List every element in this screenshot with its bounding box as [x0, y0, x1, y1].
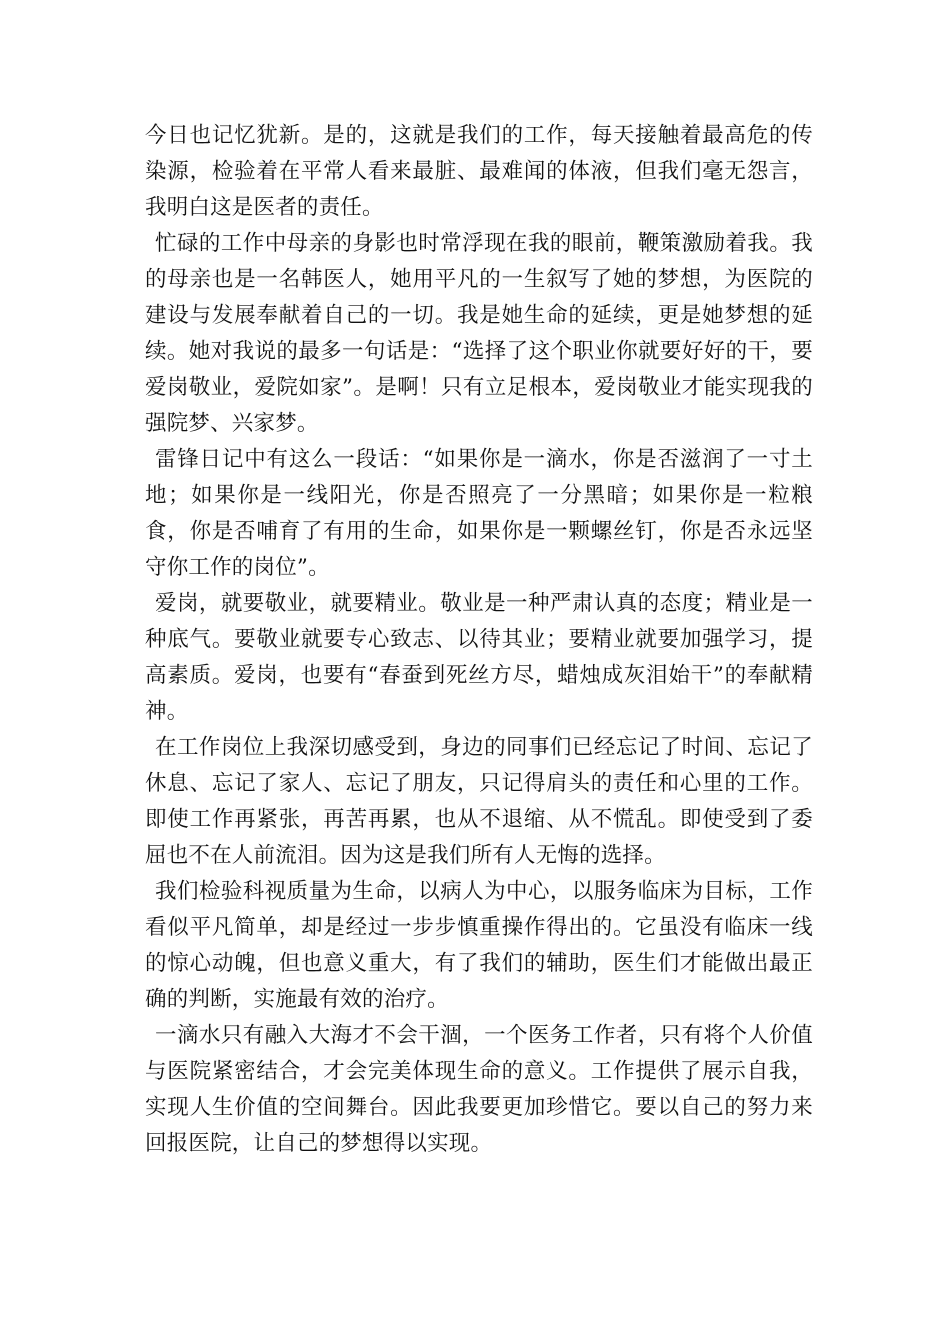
paragraph-continued: 今日也记忆犹新。是的，这就是我们的工作，每天接触着最高危的传染源，检验着在平常人看来最脏、最难闻的体液，但我们毫无怨言，我明白这是医者的责任。 [145, 123, 813, 220]
paragraph-lab: 我们检验科视质量为生命，以病人为中心，以服务临床为目标，工作看似平凡简单，却是经过一步步慎重操作得出的。它虽没有临床一线的惊心动魄，但也意义重大，有了我们的辅助，医生们才能做出最正确的判断，实施最有效的治疗。 [145, 879, 813, 1012]
paragraph-mother: 忙碌的工作中母亲的身影也时常浮现在我的眼前，鞭策激励着我。我的母亲也是一名韩医人，她用平凡的一生叙写了她的梦想，为医院的建设与发展奉献着自己的一切。我是她生命的延续，更是她梦想的延续。她对我说的最多一句话是：“选择了这个职业你就要好好的干，要爱岗敬业，爱院如家”。是啊！只有立足根本，爱岗敬业才能实现我的强院梦、兴家梦。 [145, 231, 813, 436]
paragraph-colleagues: 在工作岗位上我深切感受到，身边的同事们已经忘记了时间、忘记了休息、忘记了家人、忘记了朋友，只记得肩头的责任和心里的工作。即使工作再紧张，再苦再累，也从不退缩、从不慌乱。即使受到了委屈也不在人前流泪。因为这是我们所有人无悔的选择。 [145, 735, 813, 868]
document-body [145, 118, 813, 1162]
paragraph-leifeng: 雷锋日记中有这么一段话：“如果你是一滴水，你是否滋润了一寸土地；如果你是一线阳光，你是否照亮了一分黑暗；如果你是一粒粮食，你是否哺育了有用的生命，如果你是一颗螺丝钉，你是否永远坚守你工作的岗位”。 [145, 447, 813, 580]
paragraph-conclusion: 一滴水只有融入大海才不会干涸，一个医务工作者，只有将个人价值与医院紧密结合，才会完美体现生命的意义。工作提供了展示自我，实现人生价值的空间舞台。因此我要更加珍惜它。要以自己的努力来回报医院，让自己的梦想得以实现。 [145, 1023, 813, 1156]
paragraph-love-job: 爱岗，就要敬业，就要精业。敬业是一种严肃认真的态度；精业是一种底气。要敬业就要专心致志、以待其业；要精业就要加强学习，提高素质。爱岗，也要有“春蚕到死丝方尽，蜡烛成灰泪始干”的奉献精神。 [145, 591, 813, 724]
